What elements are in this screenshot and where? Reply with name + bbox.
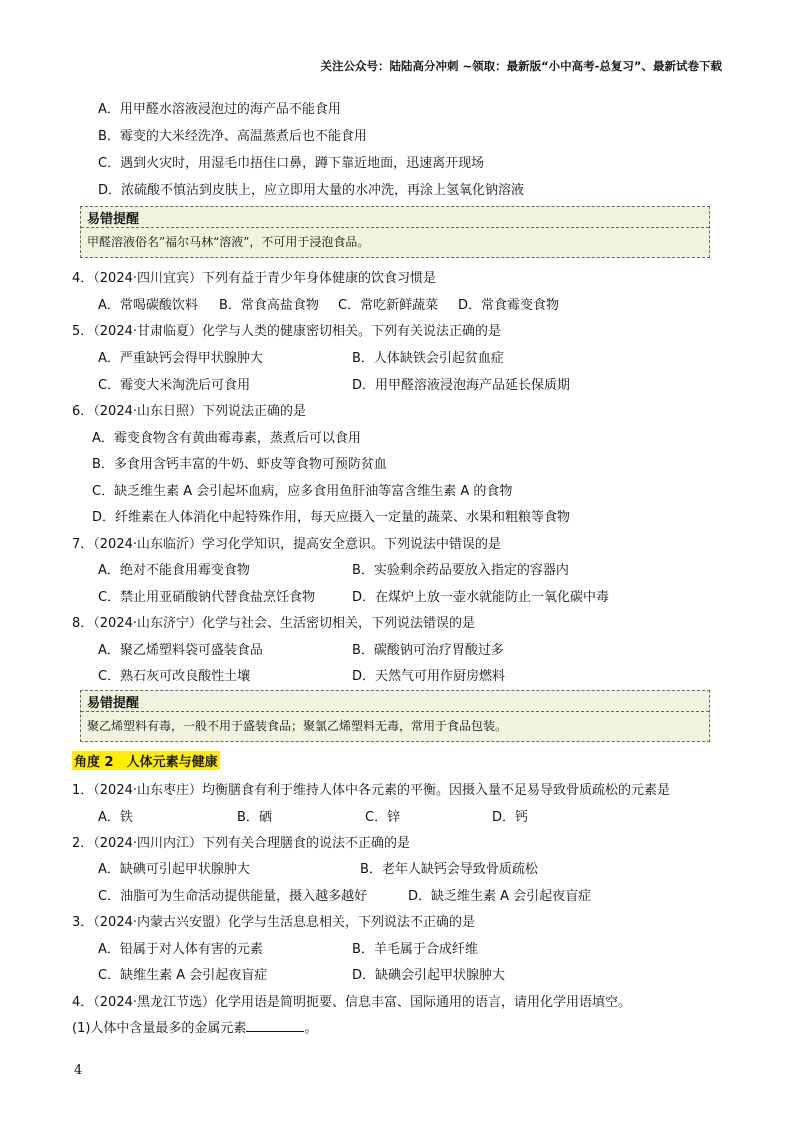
q6-option-b: B．多食用含钙丰富的牛奶、虾皮等食物可预防贫血: [92, 457, 387, 472]
q5-stem: 5．（2024·甘肃临夏）化学与人类的健康密切相关。下列有关说法正确的是: [72, 324, 501, 339]
a1-option-a: A．铁: [98, 810, 133, 825]
q4-option-c: C．常吃新鲜蔬菜: [338, 298, 439, 313]
a2-option-c: C．油脂可为生命活动提供能量，摄入越多越好: [98, 889, 368, 904]
q3-option-c: C．遇到火灾时，用湿毛巾捂住口鼻，蹲下靠近地面，迅速离开现场: [98, 156, 485, 171]
page-number: 4: [74, 1063, 83, 1078]
section-heading: 角度 2 人体元素与健康: [72, 751, 220, 770]
q8-option-a: A．聚乙烯塑料袋可盛装食品: [98, 643, 263, 658]
a1-option-d: D．钙: [492, 810, 529, 825]
q4-option-d: D．常食霉变食物: [458, 298, 560, 313]
a2-option-b: B．老年人缺钙会导致骨质疏松: [360, 862, 538, 877]
subquestion-end: 。: [304, 1021, 318, 1036]
answer-blank[interactable]: [246, 1019, 304, 1032]
tip-box-1: [80, 206, 710, 258]
tip-divider: [81, 227, 709, 228]
q7-option-d: D．在煤炉上放一壶水就能防止一氧化碳中毒: [352, 590, 610, 605]
a3-option-b: B．羊毛属于合成纤维: [352, 942, 478, 957]
tip-body: 聚乙烯塑料有毒，一般不用于盛装食品；聚氯乙烯塑料无毒，常用于食品包装。: [87, 719, 508, 733]
q8-stem: 8．（2024·山东济宁）化学与社会、生活密切相关，下列说法错误的是: [72, 616, 475, 631]
q4-stem: 4．（2024·四川宜宾）下列有益于青少年身体健康的饮食习惯是: [72, 271, 436, 286]
q5-option-b: B．人体缺铁会引起贫血症: [352, 351, 504, 366]
a2-stem: 2．（2024·四川内江）下列有关合理膳食的说法不正确的是: [72, 836, 410, 851]
a4-subquestion-1: [72, 1017, 317, 1036]
a2-option-a: A．缺碘可引起甲状腺肿大: [98, 862, 250, 877]
a3-option-a: A．铅属于对人体有害的元素: [98, 942, 263, 957]
q6-stem: 6．（2024·山东日照）下列说法正确的是: [72, 404, 306, 419]
q6-option-a: A．霉变食物含有黄曲霉毒素，蒸煮后可以食用: [92, 431, 361, 446]
q3-option-d: D．浓硫酸不慎沾到皮肤上，应立即用大量的水冲洗，再涂上氢氧化钠溶液: [98, 183, 525, 198]
q7-option-a: A．绝对不能食用霉变食物: [98, 563, 250, 578]
q5-option-c: C．霉变大米淘洗后可食用: [98, 378, 251, 393]
tip-box-2: [80, 690, 710, 742]
tip-body: 甲醛溶液俗名”福尔马林“溶液”，不可用于浸泡食品。: [87, 235, 370, 249]
q6-option-d: D．纤维素在人体消化中起特殊作用，每天应摄入一定量的蔬菜、水果和粗粮等食物: [92, 510, 571, 525]
q7-option-b: B．实验剩余药品要放入指定的容器内: [352, 563, 569, 578]
q4-option-a: A．常喝碳酸饮料: [98, 298, 198, 313]
q8-option-d: D．天然气可用作厨房燃料: [352, 669, 506, 684]
tip-title: 易错提醒: [87, 696, 140, 711]
q5-option-d: D．用甲醛溶液浸泡海产品延长保质期: [352, 378, 571, 393]
tip-title: 易错提醒: [87, 212, 140, 227]
a1-stem: 1．（2024·山东枣庄）均衡膳食有利于维持人体中各元素的平衡。因摄入量不足易导致骨质疏松的元素是: [72, 783, 670, 798]
page-header: 关注公众号：陆陆高分冲刺 ~领取：最新版“小中高考-总复习”、最新试卷下载: [320, 59, 722, 73]
q7-stem: 7．（2024·山东临沂）学习化学知识，提高安全意识。下列说法中错误的是: [72, 537, 501, 552]
a3-option-d: D．缺碘会引起甲状腺肿大: [352, 968, 506, 983]
q8-option-c: C．熟石灰可改良酸性土壤: [98, 669, 251, 684]
subquestion-text: (1)人体中含量最多的金属元素: [72, 1021, 247, 1036]
q6-option-c: C．缺乏维生素 A 会引起坏血病，应多食用鱼肝油等富含维生素 A 的食物: [92, 484, 513, 499]
q4-option-b: B．常食高盐食物: [219, 298, 319, 313]
a3-stem: 3．（2024·内蒙古兴安盟）化学与生活息息相关，下列说法不正确的是: [72, 915, 475, 930]
tip-divider: [81, 711, 709, 712]
a1-option-b: B．硒: [237, 810, 272, 825]
a3-option-c: C．缺维生素 A 会引起夜盲症: [98, 968, 268, 983]
q8-option-b: B．碳酸钠可治疗胃酸过多: [352, 643, 504, 658]
q3-option-b: B．霉变的大米经洗净、高温蒸煮后也不能食用: [98, 129, 367, 144]
q7-option-c: C．禁止用亚硝酸钠代替食盐烹饪食物: [98, 590, 316, 605]
a1-option-c: C．锌: [365, 810, 401, 825]
a4-stem: 4．（2024·黑龙江节选）化学用语是简明扼要、信息丰富、国际通用的语言，请用化学用语填空。: [72, 995, 631, 1010]
q5-option-a: A．严重缺钙会得甲状腺肿大: [98, 351, 263, 366]
q3-option-a: A．用甲醛水溶液浸泡过的海产品不能食用: [98, 102, 341, 117]
a2-option-d: D．缺乏维生素 A 会引起夜盲症: [408, 889, 592, 904]
